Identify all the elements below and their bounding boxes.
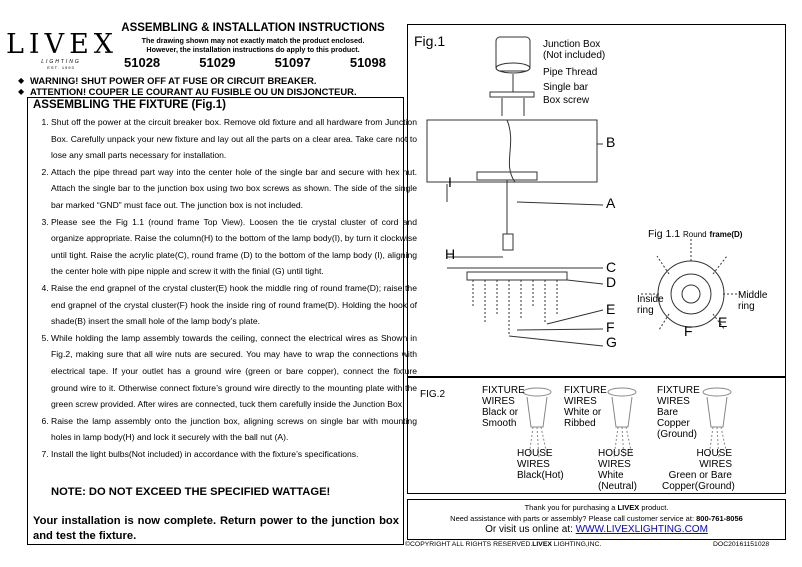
- wire-text: FIXTURE: [657, 385, 700, 396]
- phone-number: 800-761-8056: [696, 514, 743, 523]
- copyright-post: LIGHTING,INC.: [551, 541, 602, 548]
- fig11-round: Round: [683, 230, 707, 239]
- wire-text: HOUSE: [696, 448, 732, 459]
- wire-text: WIRES: [657, 396, 690, 407]
- model-number: 51097: [274, 55, 311, 70]
- label-d: D: [606, 274, 617, 290]
- brand-sub: LIGHTING: [41, 59, 81, 65]
- label-i: I: [448, 174, 452, 190]
- visit-text: Or visit us online at:: [485, 524, 576, 535]
- wire-text: White: [598, 470, 624, 481]
- single-bar-shape: [490, 92, 534, 97]
- wire-text: Copper: [657, 418, 690, 429]
- label-c: C: [606, 259, 617, 275]
- house-wires-3: [662, 448, 735, 492]
- drawing-note-1: The drawing shown may not exactly match the product enclosed.: [141, 36, 365, 45]
- fixture-wires-1: [482, 385, 525, 429]
- round-frame-label-f: F: [684, 323, 693, 339]
- wire-text: Bare: [657, 407, 679, 418]
- frame-d: [467, 272, 567, 280]
- fig11-frame: frame(D): [709, 230, 743, 239]
- thanks-line-1: [407, 503, 786, 512]
- box-screw-label: Box screw: [543, 95, 590, 106]
- fixture-wires-3: [657, 385, 700, 440]
- wire-text: FIXTURE: [564, 385, 607, 396]
- house-wires-2: [598, 448, 637, 492]
- warning-english: WARNING! SHUT POWER OFF AT FUSE OR CIRCUIT BREAKER.: [30, 75, 317, 86]
- wire-text: (Ground): [657, 429, 698, 440]
- copyright-brand: LIVEX: [532, 541, 552, 548]
- wire-text: WIRES: [598, 459, 631, 470]
- model-number: 51028: [124, 55, 161, 70]
- drawing-note-2: However, the installation instructions do apply to this product.: [146, 45, 360, 54]
- junction-box-shape: [496, 37, 530, 71]
- wire-text: (Neutral): [598, 481, 637, 492]
- house-wires-1: [517, 448, 564, 481]
- junction-box-label: Junction Box: [543, 39, 601, 50]
- thanks-brand: LIVEX: [617, 503, 640, 512]
- inside-ring-label: [637, 294, 664, 316]
- single-bar-label: Single bar: [543, 82, 589, 93]
- wire-text: WIRES: [564, 396, 597, 407]
- section-title: ASSEMBLING THE FIXTURE (Fig.1): [33, 99, 226, 111]
- shade-b: [427, 120, 597, 182]
- wire-text: WIRES: [517, 459, 550, 470]
- brand-est: EST. 1993: [47, 65, 75, 70]
- copyright: [405, 541, 601, 548]
- inside-ring-line: ring: [637, 305, 654, 316]
- step-item: 5. While holding the lamp assembly towards the ceiling, connect the electrical wires as Shown in Fig.2, making sure that all wire nuts are secured. You may have to wrap the connections with electrical tape. If your outlet has a ground wire (green or bare copper), connect the fixture ground wire to it. Otherwise connect fixture’s ground wire directly to the mounting plate with the green screw provided. After wires are connected, tuck them carefully inside the Junction Box.: [51, 330, 417, 413]
- step-item: 2. Attach the pipe thread part way into the center hole of the single bar and secure with hex nut. Attach the single bar to the junction box using two box screws as shown. The side of the single bar marked “GND” must face out. The junction box is not included.: [51, 164, 417, 214]
- step-item: 3. Please see the Fig 1.1 (round frame Top View). Loosen the tie crystal cluster of cord and organize appropriate. Raise the column(H) to the bottom of the lamp body(I), by turn it clockwise until tight. Raise the acrylic plate(C), round frame (D) to the bottom of the lamp body (I), aligning the center hole with pipe nipple and screw it with the finial (G) until tight.: [51, 214, 417, 280]
- thanks-line-2: [407, 514, 786, 523]
- diamond-bullet-icon: ◆: [18, 76, 25, 85]
- pipe-thread-label: Pipe Thread: [543, 67, 598, 78]
- doc-number: DOC20161151028: [713, 541, 770, 548]
- diamond-bullet-icon: ◆: [18, 87, 25, 96]
- round-frame-label-e: E: [718, 314, 728, 330]
- copyright-pre: ©COPYRIGHT ALL RIGHTS RESERVED.: [405, 541, 533, 548]
- steps-list: [32, 114, 417, 462]
- middle-ring-label: [738, 290, 767, 312]
- model-numbers: [124, 55, 386, 70]
- label-f: F: [606, 319, 615, 335]
- wire-text: Black(Hot): [517, 470, 564, 481]
- model-number: 51029: [199, 55, 236, 70]
- step-item: 6. Raise the lamp assembly onto the junction box, aligning screws on single bar with mounting holes in lamp body(H) and lock it securely with the ball nut (A).: [51, 413, 417, 446]
- label-e: E: [606, 301, 616, 317]
- column-h: [503, 234, 513, 250]
- wattage-note: NOTE: DO NOT EXCEED THE SPECIFIED WATTAGE!: [51, 486, 331, 498]
- wire-text: White or: [564, 407, 602, 418]
- label-g: G: [606, 334, 617, 350]
- model-number: 51098: [349, 55, 386, 70]
- brand-name: LIVEX: [6, 29, 119, 60]
- website-link[interactable]: WWW.LIVEXLIGHTING.COM: [575, 524, 708, 535]
- label-a: A: [606, 195, 616, 211]
- middle-ring-line: ring: [738, 301, 755, 312]
- round-frame-top-view: [658, 261, 724, 327]
- warning-french: ATTENTION! COUPER LE COURANT AU FUSIBLE OU UN DISJONCTEUR.: [30, 86, 357, 97]
- wire-text: Ribbed: [564, 418, 596, 429]
- step-item: 7. Install the light bulbs(Not included) in accordance with the fixture’s specifications.: [51, 446, 417, 463]
- wire-text: WIRES: [699, 459, 732, 470]
- thanks-line-3: [407, 524, 786, 535]
- livex-logo: [6, 29, 119, 70]
- not-included-label: (Not included): [543, 50, 606, 61]
- thanks-post: product.: [639, 503, 669, 512]
- wire-text: HOUSE: [517, 448, 553, 459]
- completion-text: Your installation is now complete. Return power to the junction box and test the fixture.: [33, 515, 399, 542]
- fixture-wires-2: [564, 385, 607, 429]
- wire-text: WIRES: [482, 396, 515, 407]
- assistance-text: Need assistance with parts or assembly? Please call customer service at:: [450, 514, 697, 523]
- label-h: H: [445, 246, 456, 262]
- page-title: ASSEMBLING & INSTALLATION INSTRUCTIONS: [121, 22, 385, 34]
- wire-text: Copper(Ground): [662, 481, 735, 492]
- fig1-title: Fig.1: [414, 33, 446, 49]
- fig11-title: [648, 229, 742, 240]
- wire-text: Smooth: [482, 418, 517, 429]
- wire-text: Black or: [482, 407, 519, 418]
- inside-ring-line: Inside: [637, 294, 664, 305]
- wire-text: HOUSE: [598, 448, 634, 459]
- fig2-title: FIG.2: [420, 389, 446, 400]
- wire-text: Green or Bare: [668, 470, 732, 481]
- label-b: B: [606, 134, 616, 150]
- fig11-title-text: Fig 1.1: [648, 228, 681, 240]
- step-item: 4. Raise the end grapnel of the crystal cluster(E) hook the middle ring of round frame(D); raise the end grapnel of the crystal cluster(F) hook the inside ring of round frame(D). Holding the hook of shade(B) insert the small hole of the lamp body’s plate.: [51, 280, 417, 330]
- step-item: 1. Shut off the power at the circuit breaker box. Remove old fixture and all hardware from Junction Box. Carefully unpack your new fixture and lay out all the parts on a clear area. Take care not to lose any small parts necessary for installation.: [51, 114, 417, 164]
- wire-text: FIXTURE: [482, 385, 525, 396]
- thanks-pre: Thank you for purchasing a: [524, 503, 618, 512]
- middle-ring-line: Middle: [738, 290, 768, 301]
